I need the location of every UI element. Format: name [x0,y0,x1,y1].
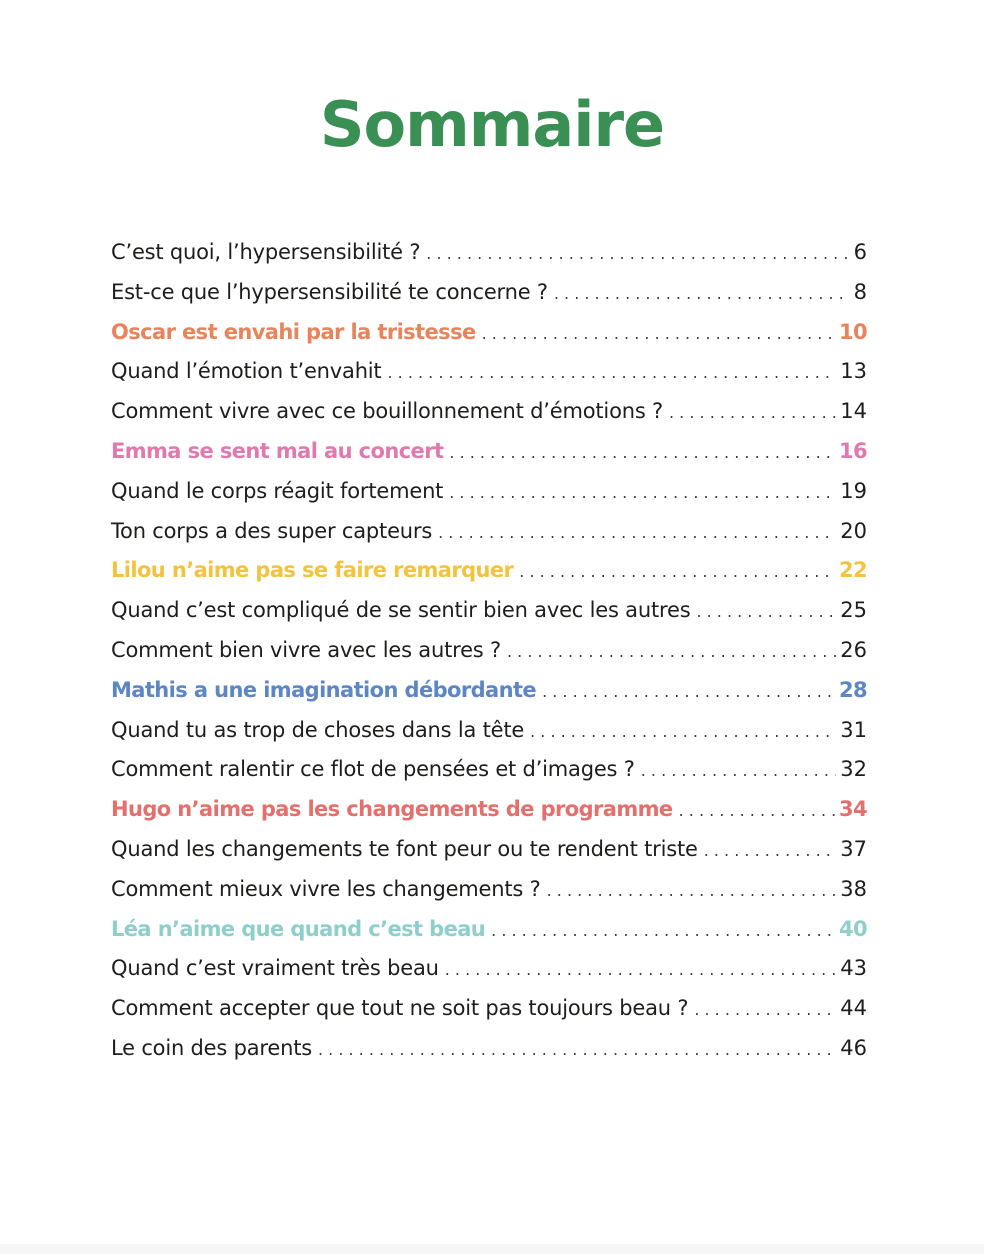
toc-section-entry[interactable] [111,1029,867,1069]
toc-section-entry[interactable] [111,392,867,432]
toc-dot-leader [669,393,836,433]
toc-entry-label: Quand les changements te font peur ou te rendent triste [111,836,698,861]
toc-dot-leader [530,712,836,752]
toc-page-number: 8 [853,279,867,304]
toc-page-number: 46 [840,1035,867,1060]
toc-page-number: 19 [840,478,867,503]
toc-entry-label: Oscar est envahi par la tristesse [111,319,476,344]
toc-chapter-entry[interactable] [111,432,867,472]
toc-entry-label: Est-ce que l’hypersensibilité te concerne ? [111,279,548,304]
toc-chapter-entry[interactable] [111,313,867,353]
toc-section-entry[interactable] [111,352,867,392]
toc-entry-label: Lilou n’aime pas se faire remarquer [111,558,514,583]
toc-entry-label: Quand tu as trop de choses dans la tête [111,717,525,742]
page-bottom-edge [0,1244,984,1254]
toc-entry-label: Comment mieux vivre les changements ? [111,876,541,901]
toc-dot-leader [694,990,836,1030]
toc-section-entry[interactable] [111,711,867,751]
toc-chapter-entry[interactable] [111,551,867,591]
table-of-contents [111,233,867,1069]
toc-entry-label: Hugo n’aime pas les changements de programme [111,797,673,822]
toc-section-entry[interactable] [111,273,867,313]
toc-section-entry[interactable] [111,750,867,790]
toc-page-number: 34 [838,797,867,822]
toc-dot-leader [491,911,835,951]
toc-entry-label: Le coin des parents [111,1035,312,1060]
toc-entry-label: Léa n’aime que quand c’est beau [111,916,486,941]
toc-dot-leader [696,592,836,632]
toc-dot-leader [704,831,837,871]
toc-dot-leader [641,751,837,791]
toc-chapter-entry[interactable] [111,671,867,711]
toc-page-number: 26 [840,637,867,662]
toc-entry-label: C’est quoi, l’hypersensibilité ? [111,240,421,264]
toc-page-number: 28 [838,677,867,702]
toc-dot-leader [449,473,836,513]
toc-section-entry[interactable] [111,591,867,631]
toc-dot-leader [554,274,850,314]
toc-section-entry[interactable] [111,233,867,273]
toc-dot-leader [318,1030,836,1070]
toc-dot-leader [507,632,836,672]
toc-entry-label: Ton corps a des super capteurs [111,518,433,543]
toc-dot-leader [542,672,835,712]
toc-page-number: 10 [838,319,867,344]
toc-entry-label: Mathis a une imagination débordante [111,677,537,702]
toc-page-number: 38 [840,876,867,901]
toc-entry-label: Comment accepter que tout ne soit pas toujours beau ? [111,996,689,1021]
toc-page-number: 14 [840,399,867,424]
toc-entry-label: Emma se sent mal au concert [111,438,444,463]
toc-dot-leader [445,950,837,990]
toc-section-entry[interactable] [111,472,867,512]
toc-entry-label: Comment bien vivre avec les autres ? [111,637,501,662]
toc-section-entry[interactable] [111,870,867,910]
toc-chapter-entry[interactable] [111,910,867,950]
toc-entry-label: Comment ralentir ce flot de pensées et d’images ? [111,757,635,782]
toc-dot-leader [547,871,837,911]
toc-chapter-entry[interactable] [111,790,867,830]
toc-page-number: 16 [838,438,867,463]
toc-dot-leader [426,234,849,274]
toc-page-number: 22 [838,558,867,583]
toc-entry-label: Quand c’est compliqué de se sentir bien avec les autres [111,598,691,623]
toc-section-entry[interactable] [111,989,867,1029]
toc-entry-label: Quand l’émotion t’envahit [111,359,382,384]
toc-section-entry[interactable] [111,512,867,552]
toc-dot-leader [387,353,836,393]
toc-entry-label: Comment vivre avec ce bouillonnement d’émotions ? [111,399,663,424]
toc-dot-leader [519,552,835,592]
page-title: Sommaire [319,88,665,161]
toc-section-entry[interactable] [111,631,867,671]
toc-page-number: 40 [838,916,867,941]
toc-page-number: 37 [840,836,867,861]
toc-dot-leader [438,513,836,553]
toc-page-number: 43 [840,956,867,981]
toc-dot-leader [482,314,835,354]
toc-entry-label: Quand c’est vraiment très beau [111,956,439,981]
toc-page-number: 31 [840,717,867,742]
toc-page-number: 32 [840,757,867,782]
toc-page-number: 20 [840,518,867,543]
toc-page-number: 6 [853,240,867,264]
toc-page-number: 44 [840,996,867,1021]
toc-section-entry[interactable] [111,949,867,989]
toc-dot-leader [679,791,835,831]
toc-page-number: 13 [840,359,867,384]
toc-dot-leader [449,433,835,473]
toc-entry-label: Quand le corps réagit fortement [111,478,444,503]
toc-page-number: 25 [840,598,867,623]
toc-section-entry[interactable] [111,830,867,870]
